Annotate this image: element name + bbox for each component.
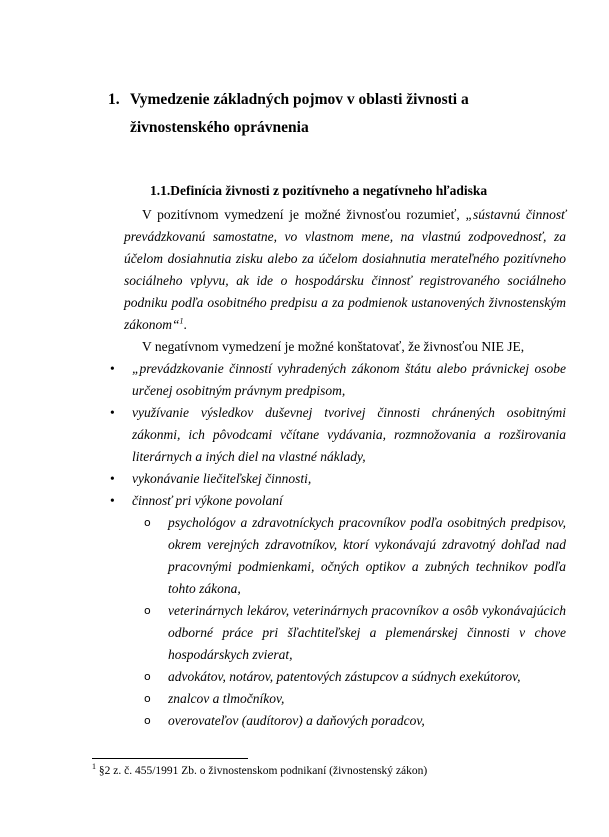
list-item-text: vykonávanie liečiteľskej činnosti, <box>132 471 312 486</box>
chapter-title: Vymedzenie základných pojmov v oblasti živnosti a živnostenského oprávnenia <box>130 91 469 136</box>
paragraph-negative-definition: V negatívnom vymedzení je možné konštatovať, že živnosťou NIE JE, <box>142 339 525 354</box>
sublist-item-text: psychológov a zdravotníckych pracovníkov podľa osobitných predpisov, okrem verejných zdravotníkov, ktorí vykonávajú zdravotný dohľad nad pracovnými podmienkami, očných optikov a zubných technikov podľa tohto zákona, <box>168 515 566 596</box>
footnote-reference[interactable]: 1 <box>179 316 184 326</box>
list-item <box>108 358 566 402</box>
sublist-item-text: veterinárnych lekárov, veterinárnych pracovníkov a osôb vykonávajúcich odborné práce pri šľachtiteľskej a plemenárskej činnosti v chove hospodárskych zvierat, <box>168 603 566 662</box>
circle-bullet-icon: o <box>144 516 151 529</box>
sublist-item-text: advokátov, notárov, patentových zástupcov a súdnych exekútorov, <box>168 669 521 684</box>
bullet-icon: • <box>110 405 115 420</box>
negative-definition-list <box>108 358 566 732</box>
sublist-item-text: znalcov a tlmočníkov, <box>168 691 285 706</box>
list-item-text: činnosť pri výkone povolaní <box>132 493 283 508</box>
circle-bullet-icon: o <box>144 604 151 617</box>
circle-bullet-icon: o <box>144 714 151 727</box>
footnote <box>92 764 572 778</box>
footnote-separator <box>92 758 248 759</box>
sublist-item <box>144 512 566 600</box>
list-item <box>108 402 566 468</box>
paragraph-lead: V pozitívnom vymedzení je možné živnosťou rozumieť, <box>142 207 466 222</box>
bullet-icon: • <box>110 493 115 508</box>
sublist-item <box>144 600 566 666</box>
list-item <box>108 468 566 490</box>
bullet-icon: • <box>110 361 115 376</box>
list-item <box>108 490 566 732</box>
circle-bullet-icon: o <box>144 670 151 683</box>
footnote-text: §2 z. č. 455/1991 Zb. o živnostenskom podnikaní (živnostenský zákon) <box>96 765 428 777</box>
sublist-item <box>144 688 566 710</box>
chapter-number: 1. <box>108 91 120 108</box>
list-item-text: „prevádzkovanie činností vyhradených zákonom štátu alebo právnickej osobe určenej osobitným právnym predpisom, <box>132 361 566 398</box>
bullet-icon: • <box>110 471 115 486</box>
chapter-heading <box>108 86 566 142</box>
law-quote: „sústavnú činnosť prevádzkovanú samostatne, vo vlastnom mene, na vlastnú zodpovednosť, za účelom dosiahnutia zisku alebo za účelom dosiahnutia merateľného pozitívneho sociálneho vplyvu, ak ide o hospodársku činnosť registrovaného sociálneho podniku podľa osobitného predpisu a za podmienok ustanovených živnostenským zákonom“ <box>124 207 567 332</box>
circle-bullet-icon: o <box>144 692 151 705</box>
paragraph-end: . <box>183 317 187 332</box>
list-item-text: využívanie výsledkov duševnej tvorivej činnosti chránených osobitnými zákonmi, ich pôvodcami včítane vydávania, rozmnožovania a rozširovania literárnych a iných diel na vlastné náklady, <box>132 405 566 464</box>
sublist-item-text: overovateľov (audítorov) a daňových poradcov, <box>168 713 425 728</box>
page-body <box>108 86 566 732</box>
paragraph-positive-definition <box>124 204 566 336</box>
section-heading: 1.1.Definícia živnosti z pozitívneho a negatívneho hľadiska <box>150 183 488 198</box>
sublist-item <box>144 710 566 732</box>
footnote-number: 1 <box>92 762 96 772</box>
sublist-item <box>144 666 566 688</box>
profession-sublist <box>132 512 566 732</box>
